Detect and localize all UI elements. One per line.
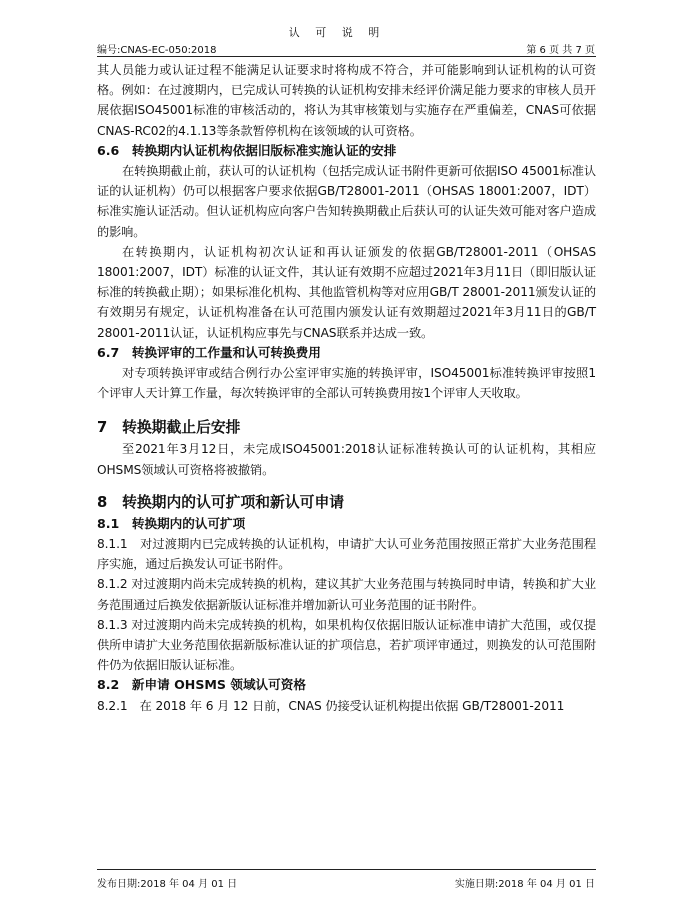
footer-divider (97, 869, 596, 870)
paragraph-7: 至2021年3月12日，未完成ISO45001:2018认证标准转换认可的认证机构，其相应OHSMS领域认可资格将被撤销。 (97, 442, 596, 477)
paragraph-continuation: 其人员能力或认证过程不能满足认证要求时将构成不符合，并可能影响到认证机构的认可资格。例如：在过渡期内，已完成认可转换的认证机构安排未经评价满足能力要求的审核人员开展依据ISO45001标准的审核活动的，将认为其审核策划与实施存在严重偏差，CNAS可依据CNAS-RC02的4.1.13等条款暂停机构在该领域的认可资格。 (97, 63, 596, 138)
page-indicator: 第 6 页 共 7 页 (526, 45, 595, 56)
paragraph-8-1-1: 8.1.1 对过渡期内已完成转换的认证机构，申请扩大认可业务范围按照正常扩大业务范围程序实施，通过后换发认可证书附件。 (97, 537, 596, 572)
paragraph-6-6-a: 在转换期截止前，获认可的认证机构（包括完成认证书附件更新可依据ISO 45001标准认证的认证机构）仍可以根据客户要求依据GB/T28001-2011（OHSAS 18001:2007，IDT）标准实施认证活动。但认证机构应向客户告知转换期截止后获认可的认证失效可能对客户造成的影响。 (97, 164, 596, 239)
section-heading-6-7: 6.7 转换评审的工作量和认可转换费用 (97, 344, 321, 360)
section-heading-6-6: 6.6 转换期内认证机构依据旧版标准实施认证的安排 (97, 142, 397, 158)
publish-date: 发布日期:2018 年 04 月 01 日 (97, 879, 238, 890)
paragraph-6-7: 对专项转换评审或结合例行办公室评审实施的转换评审，ISO45001标准转换评审按照1个评审人天计算工作量，每次转换评审的全部认可转换费用按1个评审人天收取。 (97, 366, 596, 401)
paragraph-8-1-3: 8.1.3 对过渡期内尚未完成转换的机构，如果机构仅依据旧版认证标准申请扩大范围，或仅提供所申请扩大业务范围依据新版标准认证的扩项信息，若扩项评审通过，则换发的认可范围附件仍为依据旧版认证标准。 (97, 617, 596, 673)
header-divider (97, 56, 596, 57)
paragraph-6-6-b: 在转换期内，认证机构初次认证和再认证颁发的依据GB/T28001-2011（OHSAS 18001:2007，IDT）标准的认证文件，其认证有效期不应超过2021年3月11日（即旧版认证标准的转换截止期）；如果标准化机构、其他监管机构等对应用GB/T 28001-2011颁发认证的有效期另有规定，认证机构准备在认可范围内颁发认证有效期超过2021年3月11日的GB/T 28001-2011认证，认证机构应事先与CNAS联系并达成一致。 (97, 244, 596, 340)
section-heading-8-1: 8.1 转换期内的认可扩项 (97, 515, 246, 531)
paragraph-8-2-1: 8.2.1 在 2018 年 6 月 12 日前，CNAS 仍接受认证机构提出依据 GB/T28001-2011 (97, 698, 565, 713)
header-title: 认 可 说 明 (288, 26, 386, 39)
effective-date: 实施日期:2018 年 04 月 01 日 (454, 879, 595, 890)
chapter-heading-8: 8 转换期内的认可扩项和新认可申请 (97, 493, 345, 511)
document-body (97, 60, 596, 716)
chapter-heading-7: 7 转换期截止后安排 (97, 419, 241, 437)
paragraph-8-1-2: 8.1.2 对过渡期内尚未完成转换的机构，建议其扩大业务范围与转换同时申请，转换和扩大业务范围通过后换发依据新版认证标准并增加新认可业务范围的证书附件。 (97, 577, 596, 612)
document-number: 编号:CNAS-EC-050:2018 (97, 45, 217, 56)
section-heading-8-2: 8.2 新申请 OHSMS 领域认可资格 (97, 677, 306, 693)
